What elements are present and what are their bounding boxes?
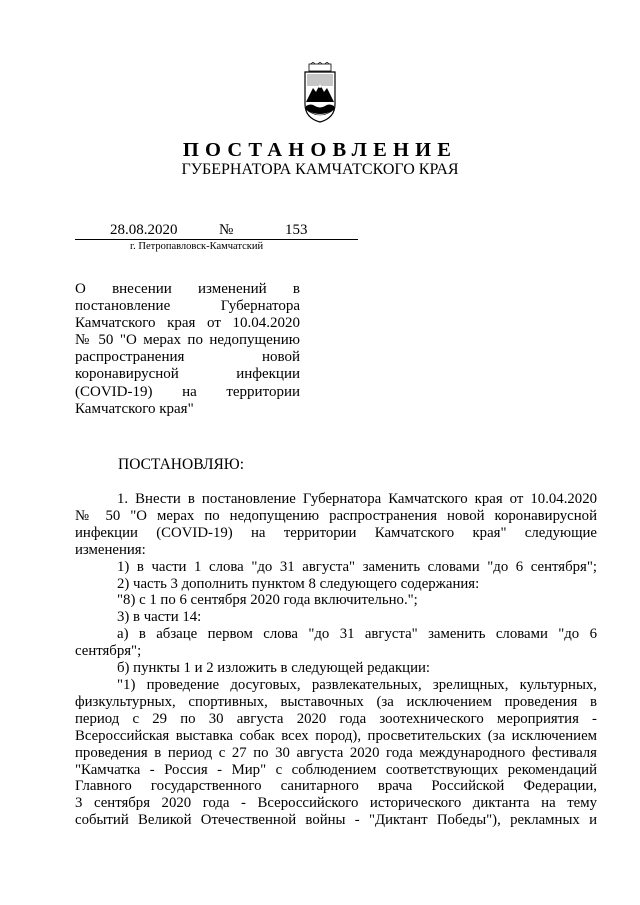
body-line: № 50 "О мерах по недопущению распространения новой коронавирусной (75, 507, 597, 524)
subject-line: постановление Губернатора (75, 298, 300, 315)
body-line: 1. Внести в постановление Губернатора Камчатского края от 10.04.2020 (117, 491, 597, 507)
subject-line: коронавирусной инфекции (75, 366, 300, 383)
body-line: физкультурных, спортивных, выставочных (за исключением проведения в (75, 693, 597, 710)
body-line: событий Великой Отечественной войны - "Диктант Победы"), рекламных и (75, 812, 597, 829)
body-line: Всероссийская выставка собак всех пород), просветительских (за исключением (75, 727, 597, 744)
body-line: "Камчатка - Россия - Мир" с соблюдением соответствующих рекомендаций (75, 761, 597, 778)
body-line: 3) в части 14: (117, 609, 202, 626)
body-line: б) пункты 1 и 2 изложить в следующей редакции: (117, 660, 431, 677)
body-line: проведения в период с 27 по 30 августа 2020 года международного фестиваля (75, 744, 597, 761)
body-line: сентября"; (75, 643, 142, 660)
body-line: 3 сентября 2020 года - Всероссийского исторического диктанта на тему (75, 795, 597, 812)
subject-line: Камчатского края от 10.04.2020 (75, 315, 300, 332)
decree-word: ПОСТАНОВЛЯЮ: (118, 456, 245, 473)
body-line: 2) часть 3 дополнить пунктом 8 следующего содержания: (117, 575, 480, 592)
body-line: изменения: (75, 541, 146, 558)
subject-line: О внесении изменений в (75, 281, 300, 297)
issuer-subtitle: ГУБЕРНАТОРА КАМЧАТСКОГО КРАЯ (181, 161, 459, 178)
coat-of-arms-icon (303, 62, 337, 124)
body-line: 1) в части 1 слова "до 31 августа" заменить словами "до 6 сентября"; (117, 558, 597, 575)
subject-line: Камчатского края" (75, 400, 194, 417)
body-line: а) в абзаце первом слова "до 31 августа" заменить словами "до 6 (117, 626, 597, 643)
document-number: 153 (285, 222, 308, 238)
document-body (75, 491, 597, 829)
body-line: период с 29 по 30 августа 2020 года зоотехнического мероприятия - (75, 710, 597, 727)
number-sign: № (219, 222, 234, 238)
subject-line: № 50 "О мерах по недопущению (75, 332, 300, 349)
document-subject (75, 281, 300, 418)
document-date: 28.08.2020 (110, 222, 178, 238)
subject-line: (COVID-19) на территории (75, 383, 300, 400)
body-line: "8) с 1 по 6 сентября 2020 года включительно."; (117, 592, 418, 609)
subject-line: распространения новой (75, 349, 300, 366)
body-line: Главного государственного санитарного врача Российской Федерации, (75, 778, 597, 795)
document-number-line (75, 222, 358, 240)
document-type-title: ПОСТАНОВЛЕНИЕ (182, 139, 458, 161)
body-line: "1) проведение досуговых, развлекательных, зрелищных, культурных, (117, 676, 597, 693)
body-line: инфекции (COVID-19) на территории Камчатского края" следующие (75, 524, 597, 541)
place-of-issue: г. Петропавловск-Камчатский (130, 241, 264, 252)
